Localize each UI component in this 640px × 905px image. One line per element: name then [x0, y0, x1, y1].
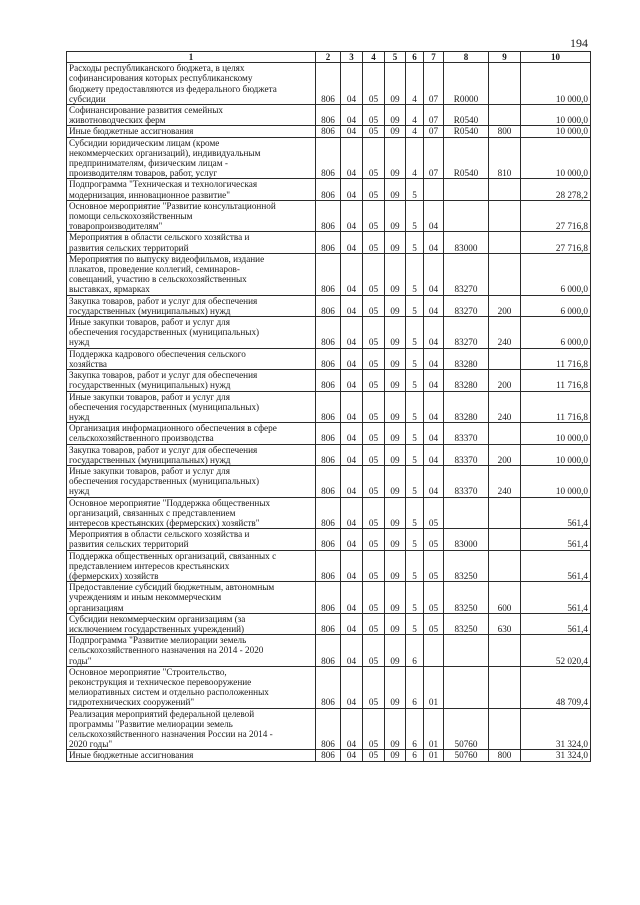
- cell-ministry-code: 806: [316, 179, 341, 200]
- cell-program-code: 09: [385, 232, 406, 253]
- cell-ministry-code: 806: [316, 63, 341, 105]
- cell-expense-type-code: [489, 200, 521, 232]
- table-row: [67, 391, 591, 423]
- row-description: Организация информационного обеспечения в сфере сельскохозяйственного производства: [67, 423, 316, 444]
- cell-section-code: 04: [341, 63, 363, 105]
- cell-amount: 48 709,4: [521, 666, 591, 708]
- cell-activity-code: 05: [424, 613, 444, 634]
- cell-subprogram-code: 5: [406, 295, 424, 316]
- cell-amount: 52 020,4: [521, 635, 591, 667]
- row-description: Иные закупки товаров, работ и услуг для обеспечения государственных (муниципальных) нужд: [67, 391, 316, 423]
- cell-subprogram-code: 6: [406, 750, 424, 761]
- cell-ministry-code: 806: [316, 465, 341, 497]
- cell-ministry-code: 806: [316, 750, 341, 761]
- cell-ministry-code: 806: [316, 444, 341, 465]
- cell-subprogram-code: 4: [406, 137, 424, 179]
- cell-ministry-code: 806: [316, 317, 341, 349]
- cell-section-code: 04: [341, 613, 363, 634]
- row-description: Иные бюджетные ассигнования: [67, 750, 316, 761]
- cell-expense-type-code: [489, 635, 521, 667]
- cell-amount: 6 000,0: [521, 317, 591, 349]
- table-row: [67, 348, 591, 369]
- table-row: [67, 708, 591, 750]
- table-row: [67, 529, 591, 550]
- row-description: Закупка товаров, работ и услуг для обеспечения государственных (муниципальных) нужд: [67, 444, 316, 465]
- cell-program-code: 09: [385, 317, 406, 349]
- cell-expense-type-code: 600: [489, 582, 521, 614]
- cell-section-code: 04: [341, 370, 363, 391]
- table-header-row: [67, 52, 591, 63]
- cell-expense-type-code: 240: [489, 317, 521, 349]
- cell-activity-code: 07: [424, 63, 444, 105]
- table-row: [67, 317, 591, 349]
- cell-ministry-code: 806: [316, 370, 341, 391]
- cell-subprogram-code: 5: [406, 179, 424, 200]
- cell-section-code: 04: [341, 550, 363, 582]
- cell-program-code: 09: [385, 635, 406, 667]
- cell-direction-code: [444, 179, 489, 200]
- cell-program-code: 09: [385, 613, 406, 634]
- cell-subprogram-code: 6: [406, 635, 424, 667]
- row-description: Основное мероприятие "Строительство, реконструкция и техническое перевооружение мелиоративных систем и отдельно расположенных гидротехнических сооружений": [67, 666, 316, 708]
- column-header: 6: [406, 52, 424, 63]
- cell-ministry-code: 806: [316, 613, 341, 634]
- cell-direction-code: R0540: [444, 126, 489, 137]
- cell-program-code: 09: [385, 444, 406, 465]
- cell-program-code: 09: [385, 200, 406, 232]
- cell-direction-code: 83000: [444, 232, 489, 253]
- cell-direction-code: 83270: [444, 253, 489, 295]
- cell-amount: 561,4: [521, 497, 591, 529]
- cell-expense-type-code: [489, 232, 521, 253]
- cell-amount: 31 324,0: [521, 708, 591, 750]
- cell-expense-type-code: [489, 348, 521, 369]
- cell-subsection-code: 05: [363, 708, 385, 750]
- cell-amount: 10 000,0: [521, 423, 591, 444]
- cell-section-code: 04: [341, 179, 363, 200]
- table-row: [67, 370, 591, 391]
- cell-amount: 561,4: [521, 550, 591, 582]
- cell-ministry-code: 806: [316, 126, 341, 137]
- cell-amount: 10 000,0: [521, 465, 591, 497]
- cell-direction-code: 83280: [444, 391, 489, 423]
- cell-activity-code: 04: [424, 370, 444, 391]
- cell-section-code: 04: [341, 465, 363, 497]
- cell-activity-code: 07: [424, 137, 444, 179]
- cell-ministry-code: 806: [316, 137, 341, 179]
- column-header: 2: [316, 52, 341, 63]
- cell-program-code: 09: [385, 582, 406, 614]
- cell-subsection-code: 05: [363, 613, 385, 634]
- cell-amount: 27 716,8: [521, 232, 591, 253]
- cell-program-code: 09: [385, 465, 406, 497]
- cell-subprogram-code: 5: [406, 232, 424, 253]
- cell-section-code: 04: [341, 232, 363, 253]
- cell-activity-code: 04: [424, 295, 444, 316]
- cell-activity-code: 01: [424, 666, 444, 708]
- cell-activity-code: 05: [424, 550, 444, 582]
- cell-activity-code: 01: [424, 750, 444, 761]
- cell-direction-code: 83250: [444, 550, 489, 582]
- cell-direction-code: [444, 200, 489, 232]
- cell-subprogram-code: 4: [406, 126, 424, 137]
- cell-program-code: 09: [385, 137, 406, 179]
- cell-subprogram-code: 6: [406, 666, 424, 708]
- column-header: 1: [67, 52, 316, 63]
- cell-subsection-code: 05: [363, 137, 385, 179]
- cell-amount: 27 716,8: [521, 200, 591, 232]
- cell-direction-code: 83370: [444, 465, 489, 497]
- cell-subsection-code: 05: [363, 63, 385, 105]
- cell-subsection-code: 05: [363, 179, 385, 200]
- row-description: Иные закупки товаров, работ и услуг для обеспечения государственных (муниципальных) нужд: [67, 465, 316, 497]
- cell-subsection-code: 05: [363, 529, 385, 550]
- cell-direction-code: 83270: [444, 295, 489, 316]
- cell-subsection-code: 05: [363, 295, 385, 316]
- cell-expense-type-code: 240: [489, 391, 521, 423]
- cell-ministry-code: 806: [316, 582, 341, 614]
- cell-program-code: 09: [385, 529, 406, 550]
- cell-direction-code: 83250: [444, 582, 489, 614]
- row-description: Подпрограмма "Развитие мелиорации земель сельскохозяйственного назначения на 2014 - 2020 годы": [67, 635, 316, 667]
- cell-expense-type-code: [489, 497, 521, 529]
- cell-program-code: 09: [385, 497, 406, 529]
- cell-program-code: 09: [385, 708, 406, 750]
- cell-amount: 11 716,8: [521, 348, 591, 369]
- cell-section-code: 04: [341, 529, 363, 550]
- cell-amount: 11 716,8: [521, 370, 591, 391]
- cell-subprogram-code: 5: [406, 391, 424, 423]
- cell-section-code: 04: [341, 666, 363, 708]
- cell-subsection-code: 05: [363, 550, 385, 582]
- cell-activity-code: 04: [424, 391, 444, 423]
- cell-direction-code: R0000: [444, 63, 489, 105]
- cell-amount: 31 324,0: [521, 750, 591, 761]
- cell-activity-code: [424, 635, 444, 667]
- cell-expense-type-code: [489, 253, 521, 295]
- cell-ministry-code: 806: [316, 391, 341, 423]
- cell-activity-code: 05: [424, 497, 444, 529]
- cell-subprogram-code: 5: [406, 529, 424, 550]
- cell-direction-code: 83370: [444, 423, 489, 444]
- cell-amount: 10 000,0: [521, 444, 591, 465]
- cell-direction-code: 83250: [444, 613, 489, 634]
- row-description: Поддержка общественных организаций, связанных с представлением интересов крестьянских (фермерских) хозяйств: [67, 550, 316, 582]
- cell-subsection-code: 05: [363, 232, 385, 253]
- cell-expense-type-code: 810: [489, 137, 521, 179]
- row-description: Мероприятия в области сельского хозяйства и развития сельских территорий: [67, 232, 316, 253]
- cell-activity-code: 05: [424, 582, 444, 614]
- cell-activity-code: 04: [424, 253, 444, 295]
- cell-program-code: 09: [385, 179, 406, 200]
- cell-subprogram-code: 5: [406, 423, 424, 444]
- table-row: [67, 635, 591, 667]
- cell-section-code: 04: [341, 444, 363, 465]
- cell-expense-type-code: 800: [489, 126, 521, 137]
- column-header: 8: [444, 52, 489, 63]
- cell-amount: 561,4: [521, 529, 591, 550]
- budget-table: [66, 51, 591, 762]
- cell-subprogram-code: 5: [406, 253, 424, 295]
- cell-program-code: 09: [385, 253, 406, 295]
- cell-section-code: 04: [341, 635, 363, 667]
- table-row: [67, 232, 591, 253]
- row-description: Мероприятия по выпуску видеофильмов, издание плакатов, проведение коллегий, семинаров- совещаний, участию в сельскохозяйственных выставках, ярмарках: [67, 253, 316, 295]
- cell-section-code: 04: [341, 105, 363, 126]
- cell-subsection-code: 05: [363, 666, 385, 708]
- cell-section-code: 04: [341, 391, 363, 423]
- cell-program-code: 09: [385, 63, 406, 105]
- table-row: [67, 63, 591, 105]
- cell-ministry-code: 806: [316, 635, 341, 667]
- cell-subprogram-code: 5: [406, 465, 424, 497]
- table-row: [67, 465, 591, 497]
- cell-subprogram-code: 5: [406, 497, 424, 529]
- cell-section-code: 04: [341, 423, 363, 444]
- cell-direction-code: 83370: [444, 444, 489, 465]
- cell-section-code: 04: [341, 126, 363, 137]
- cell-section-code: 04: [341, 582, 363, 614]
- cell-subsection-code: 05: [363, 200, 385, 232]
- cell-program-code: 09: [385, 423, 406, 444]
- cell-subprogram-code: 5: [406, 348, 424, 369]
- column-header: 9: [489, 52, 521, 63]
- cell-direction-code: 83270: [444, 317, 489, 349]
- page-number: 194: [570, 36, 588, 50]
- cell-ministry-code: 806: [316, 666, 341, 708]
- cell-expense-type-code: 200: [489, 295, 521, 316]
- cell-expense-type-code: [489, 105, 521, 126]
- row-description: Иные закупки товаров, работ и услуг для обеспечения государственных (муниципальных) нужд: [67, 317, 316, 349]
- cell-expense-type-code: [489, 179, 521, 200]
- cell-section-code: 04: [341, 200, 363, 232]
- cell-amount: 6 000,0: [521, 253, 591, 295]
- table-row: [67, 137, 591, 179]
- cell-subprogram-code: 5: [406, 550, 424, 582]
- cell-activity-code: 04: [424, 444, 444, 465]
- table-row: [67, 666, 591, 708]
- row-description: Реализация мероприятий федеральной целевой программы "Развитие мелиорации земель сельскохозяйственного назначения России на 2014 - 2020 годы": [67, 708, 316, 750]
- cell-activity-code: 04: [424, 465, 444, 497]
- cell-activity-code: 04: [424, 200, 444, 232]
- row-description: Предоставление субсидий бюджетным, автономным учреждениям и иным некоммерческим организациям: [67, 582, 316, 614]
- cell-section-code: 04: [341, 253, 363, 295]
- cell-expense-type-code: 200: [489, 444, 521, 465]
- column-header: 7: [424, 52, 444, 63]
- cell-ministry-code: 806: [316, 348, 341, 369]
- cell-expense-type-code: [489, 529, 521, 550]
- table-row: [67, 105, 591, 126]
- table-row: [67, 423, 591, 444]
- cell-ministry-code: 806: [316, 253, 341, 295]
- cell-activity-code: 04: [424, 348, 444, 369]
- cell-ministry-code: 806: [316, 550, 341, 582]
- table-row: [67, 126, 591, 137]
- cell-direction-code: R0540: [444, 105, 489, 126]
- cell-direction-code: 50760: [444, 750, 489, 761]
- cell-direction-code: [444, 666, 489, 708]
- cell-ministry-code: 806: [316, 497, 341, 529]
- table-row: [67, 497, 591, 529]
- column-header: 4: [363, 52, 385, 63]
- cell-subprogram-code: 4: [406, 105, 424, 126]
- cell-direction-code: 50760: [444, 708, 489, 750]
- table-row: [67, 444, 591, 465]
- cell-amount: 10 000,0: [521, 105, 591, 126]
- table-row: [67, 253, 591, 295]
- cell-expense-type-code: [489, 63, 521, 105]
- cell-program-code: 09: [385, 666, 406, 708]
- cell-amount: 10 000,0: [521, 137, 591, 179]
- table-body: [67, 63, 591, 761]
- cell-subsection-code: 05: [363, 348, 385, 369]
- cell-expense-type-code: [489, 666, 521, 708]
- cell-direction-code: 83280: [444, 348, 489, 369]
- row-description: Субсидии юридическим лицам (кроме некоммерческих организаций), индивидуальным предпринимателям, физическим лицам - производителям товаров, работ, услуг: [67, 137, 316, 179]
- cell-subsection-code: 05: [363, 253, 385, 295]
- cell-expense-type-code: [489, 550, 521, 582]
- row-description: Закупка товаров, работ и услуг для обеспечения государственных (муниципальных) нужд: [67, 370, 316, 391]
- cell-subsection-code: 05: [363, 423, 385, 444]
- cell-activity-code: 07: [424, 126, 444, 137]
- cell-program-code: 09: [385, 126, 406, 137]
- cell-ministry-code: 806: [316, 529, 341, 550]
- cell-expense-type-code: 800: [489, 750, 521, 761]
- cell-section-code: 04: [341, 497, 363, 529]
- row-description: Расходы республиканского бюджета, в целях софинансирования которых республиканскому бюджету предоставляются из федерального бюджета субсидии: [67, 63, 316, 105]
- cell-amount: 561,4: [521, 582, 591, 614]
- cell-amount: 6 000,0: [521, 295, 591, 316]
- table-row: [67, 550, 591, 582]
- cell-subsection-code: 05: [363, 497, 385, 529]
- row-description: Закупка товаров, работ и услуг для обеспечения государственных (муниципальных) нужд: [67, 295, 316, 316]
- cell-amount: 11 716,8: [521, 391, 591, 423]
- cell-ministry-code: 806: [316, 105, 341, 126]
- cell-subprogram-code: 6: [406, 708, 424, 750]
- cell-amount: 10 000,0: [521, 126, 591, 137]
- row-description: Мероприятия в области сельского хозяйства и развития сельских территорий: [67, 529, 316, 550]
- cell-program-code: 09: [385, 750, 406, 761]
- cell-direction-code: [444, 497, 489, 529]
- cell-subprogram-code: 5: [406, 444, 424, 465]
- cell-ministry-code: 806: [316, 200, 341, 232]
- table-row: [67, 179, 591, 200]
- cell-expense-type-code: 200: [489, 370, 521, 391]
- cell-subsection-code: 05: [363, 317, 385, 349]
- cell-section-code: 04: [341, 750, 363, 761]
- cell-ministry-code: 806: [316, 232, 341, 253]
- cell-section-code: 04: [341, 137, 363, 179]
- cell-subsection-code: 05: [363, 444, 385, 465]
- cell-activity-code: 04: [424, 232, 444, 253]
- row-description: Основное мероприятие "Поддержка общественных организаций, связанных с представлением интересов крестьянских (фермерских) хозяйств": [67, 497, 316, 529]
- cell-program-code: 09: [385, 550, 406, 582]
- cell-subsection-code: 05: [363, 635, 385, 667]
- cell-expense-type-code: 630: [489, 613, 521, 634]
- cell-section-code: 04: [341, 317, 363, 349]
- cell-subsection-code: 05: [363, 750, 385, 761]
- cell-subsection-code: 05: [363, 391, 385, 423]
- cell-subprogram-code: 5: [406, 582, 424, 614]
- cell-subsection-code: 05: [363, 582, 385, 614]
- cell-subsection-code: 05: [363, 126, 385, 137]
- column-header: 5: [385, 52, 406, 63]
- cell-direction-code: R0540: [444, 137, 489, 179]
- cell-ministry-code: 806: [316, 708, 341, 750]
- cell-ministry-code: 806: [316, 423, 341, 444]
- row-description: Иные бюджетные ассигнования: [67, 126, 316, 137]
- cell-subsection-code: 05: [363, 465, 385, 497]
- cell-amount: 561,4: [521, 613, 591, 634]
- column-header: 10: [521, 52, 591, 63]
- column-header: 3: [341, 52, 363, 63]
- cell-subsection-code: 05: [363, 370, 385, 391]
- row-description: Основное мероприятие "Развитие консультационной помощи сельскохозяйственным товаропроизводителям": [67, 200, 316, 232]
- cell-direction-code: 83280: [444, 370, 489, 391]
- cell-program-code: 09: [385, 295, 406, 316]
- table-row: [67, 295, 591, 316]
- cell-program-code: 09: [385, 348, 406, 369]
- cell-ministry-code: 806: [316, 295, 341, 316]
- cell-subprogram-code: 5: [406, 200, 424, 232]
- cell-section-code: 04: [341, 348, 363, 369]
- cell-subprogram-code: 5: [406, 317, 424, 349]
- cell-program-code: 09: [385, 391, 406, 423]
- cell-program-code: 09: [385, 105, 406, 126]
- cell-section-code: 04: [341, 708, 363, 750]
- cell-direction-code: [444, 635, 489, 667]
- cell-subsection-code: 05: [363, 105, 385, 126]
- cell-activity-code: 05: [424, 529, 444, 550]
- cell-subprogram-code: 5: [406, 370, 424, 391]
- cell-amount: 10 000,0: [521, 63, 591, 105]
- cell-activity-code: 04: [424, 317, 444, 349]
- cell-activity-code: [424, 179, 444, 200]
- cell-subprogram-code: 4: [406, 63, 424, 105]
- cell-section-code: 04: [341, 295, 363, 316]
- table-row: [67, 582, 591, 614]
- cell-subprogram-code: 5: [406, 613, 424, 634]
- row-description: Субсидии некоммерческим организациям (за исключением государственных учреждений): [67, 613, 316, 634]
- row-description: Софинансирование развития семейных животноводческих ферм: [67, 105, 316, 126]
- cell-direction-code: 83000: [444, 529, 489, 550]
- table-row: [67, 750, 591, 761]
- cell-activity-code: 07: [424, 105, 444, 126]
- cell-activity-code: 01: [424, 708, 444, 750]
- cell-amount: 28 278,2: [521, 179, 591, 200]
- row-description: Поддержка кадрового обеспечения сельского хозяйства: [67, 348, 316, 369]
- cell-expense-type-code: 240: [489, 465, 521, 497]
- cell-program-code: 09: [385, 370, 406, 391]
- cell-expense-type-code: [489, 423, 521, 444]
- cell-expense-type-code: [489, 708, 521, 750]
- cell-activity-code: 04: [424, 423, 444, 444]
- table-row: [67, 613, 591, 634]
- table-row: [67, 200, 591, 232]
- row-description: Подпрограмма "Техническая и технологическая модернизация, инновационное развитие": [67, 179, 316, 200]
